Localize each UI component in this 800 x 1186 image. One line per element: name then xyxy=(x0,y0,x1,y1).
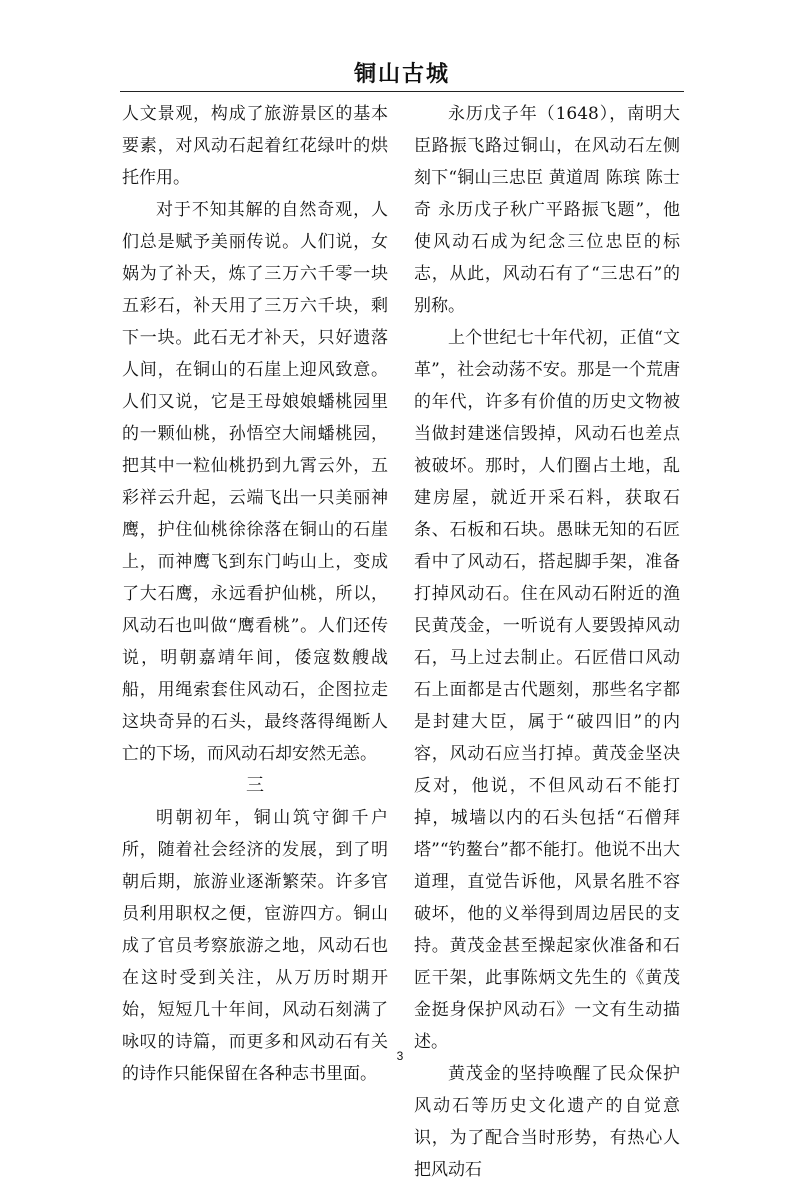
paragraph-yongli: 永历戊子年（1648），南明大臣路振飞路过铜山，在风动石左侧刻下“铜山三忠臣 黄道周 陈瑸 陈士奇 永历戊子秋广平路振飞题”，他使风动石成为纪念三位忠臣的标志，从此，风动石有了“三忠石”的别称。 xyxy=(414,104,680,316)
running-header-title: 铜山古城 xyxy=(353,61,450,87)
paragraph-continued: 人文景观，构成了旅游景区的基本要素，对风动石起着红花绿叶的烘托作用。 xyxy=(122,104,388,188)
section-heading-three: 三 xyxy=(246,775,264,796)
left-column xyxy=(122,98,388,1090)
paragraph-ming-dynasty: 明朝初年，铜山筑守御千户所，随着社会经济的发展，到了明朝后期，旅游业逐渐繁荣。许多官员利用职权之便，宦游四方。铜山成了官员考察旅游之地，风动石也在这时受到关注，从万历时期开始，短短几十年间，风动石刻满了咏叹的诗篇，而更多和风动石有关的诗作只能保留在各种志书里面。 xyxy=(122,808,388,1084)
paragraph-huang-maojin: 黄茂金的坚持唤醒了民众保护风动石等历史文化遗产的自觉意识，为了配合当时形势，有热心人把风动石 xyxy=(414,1064,680,1180)
paragraph-cultural-revolution: 上个世纪七十年代初，正值“文革”，社会动荡不安。那是一个荒唐的年代，许多有价值的历史文物被当做封建迷信毁掉，风动石也差点被破坏。那时，人们圈占土地，乱建房屋，就近开采石料，获取石条、石板和石块。愚昧无知的石匠看中了风动石，搭起脚手架，准备打掉风动石。住在风动石附近的渔民黄茂金，一听说有人要毁掉风动石，马上过去制止。石匠借口风动石上面都是古代题刻，那些名字都是封建大臣，属于“破四旧”的内容，风动石应当打掉。黄茂金坚决反对，他说，不但风动石不能打掉，城墙以内的石头包括“石僧拜塔”“钓鳌台”都不能打。他说不出大道理，直觉告诉他，风景名胜不容破坏，他的义举得到周边居民的支持。黄茂金甚至操起家伙准备和石匠干架，此事陈炳文先生的《黄茂金挺身保护风动石》一文有生动描述。 xyxy=(414,328,680,1052)
page-number: 3 xyxy=(396,1049,404,1063)
right-column xyxy=(414,98,680,1186)
header-rule xyxy=(120,91,684,92)
paragraph-legends: 对于不知其解的自然奇观，人们总是赋予美丽传说。人们说，女娲为了补天，炼了三万六千零一块五彩石，补天用了三万六千块，剩下一块。此石无才补天，只好遗落人间，在铜山的石崖上迎风致意。人们又说，它是王母娘娘蟠桃园里的一颗仙桃，孙悟空大闹蟠桃园，把其中一粒仙桃扔到九霄云外，五彩祥云升起，云端飞出一只美丽神鹰，护住仙桃徐徐落在铜山的石崖上，而神鹰飞到东门屿山上，变成了大石鹰，永远看护仙桃，所以，风动石也叫做“鹰看桃”。人们还传说，明朝嘉靖年间，倭寇数艘战船，用绳索套住风动石，企图拉走这块奇异的石头，最终落得绳断人亡的下场，而风动石却安然无恙。 xyxy=(122,200,388,764)
